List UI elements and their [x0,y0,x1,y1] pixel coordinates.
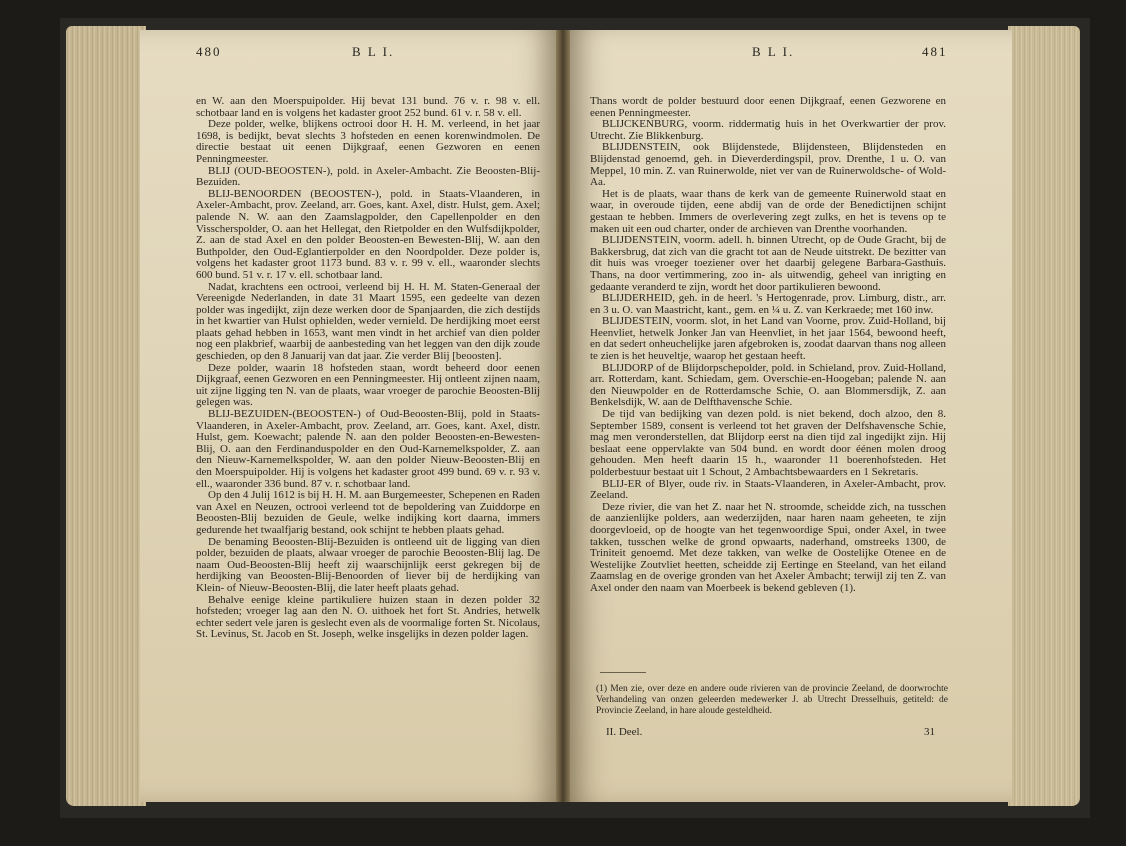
footnote-divider [600,672,646,673]
paragraph: Nadat, krachtens een octrooi, verleend bij H. H. M. Staten-Generaal der Vereenigde Nederlanden, in date 31 Maart 1595, een gedeelte van dezen polder was ingedijkt, zijn deze werken door de Spanjaarden, die zich destijds in het kwartier van Hulst ophielden, weder vernield. De herdijking moet eerst plaats gehad hebben in 1653, want men vindt in het archief van dien polder nog een plakbrief, waarbij de aanbesteding van het leggen van den dijk zoude geschieden, op den 8 Januarij van dat jaar. Zie verder Blij [beoosten]. [196,280,540,363]
paragraph: BLIJDENSTEIN, voorm. adell. h. binnen Utrecht, op de Oude Gracht, bij de Bakkersbrug, dat zich van die gracht tot aan de Neude uitstrekt. De bezitter van dit huis was vroeger toeziener over het daarbij gelegene Barbara-Gasthuis. Thans, na door vertimmering, zoo in- als uitwendig, geheel van inrigting en gedaante veranderd te zijn, wordt het door partikulieren bewoond. [590,234,946,293]
paragraph: Deze polder, waarin 18 hofsteden staan, wordt beheerd door eenen Dijkgraaf, eenen Gezworen en een Penningmeester. Hij ontleent zijnen naam, uit zijne ligging ten N. van de plaats, waar vroeger de parochie Beoosten-Blij gelegen was. [196,361,540,409]
paragraph: Thans wordt de polder bestuurd door eenen Dijkgraaf, eenen Gezworene en eenen Penningmeester. [590,95,946,119]
paragraph: Deze polder, welke, blijkens octrooi door H. H. M. verleend, in het jaar 1698, is bedijkt, bevat slechts 3 hofsteden en eenen korenwindmolen. De directie bestaat uit eenen Dijkgraaf, eenen Gezworen en eenen Penningmeester. [196,118,540,165]
paragraph: De benaming Beoosten-Blij-Bezuiden is ontleend uit de ligging van dien polder, bezuiden de plaats, alwaar vroeger de parochie Beoosten-Blij lag. De naam Oud-Beoosten-Blij heeft zij waarschijnlijk eerst gekregen bij de herdijking van Beoosten-Blij-Benoorden of liever bij de herdijking van Klein- of Nieuw-Beoosten-Blij, die later heeft plaats gehad. [196,535,540,594]
left-page-number: 480 [196,44,222,59]
book-gutter [556,30,570,802]
paragraph: Behalve eenige kleine partikuliere huizen staan in dezen polder 32 hofsteden; vroeger lag aan den N. O. uithoek het fort St. Andries, hetwelk echter sedert vele jaren is geslecht even als de voormalige forten St. Nicolaus, St. Levinus, St. Jacob en St. Joseph, welke insgelijks in dezen polder lagen. [196,593,540,641]
right-page-edges [1008,26,1080,806]
right-text-column [590,96,946,595]
left-running-head: B L I. [352,44,395,59]
paragraph: De tijd van bedijking van dezen pold. is niet bekend, doch alzoo, den 8. September 1589, consent is verleend tot het graven der Delfshavensche Schie, mag men veronderstellen, dat Blijdorp eerst na dien tijd zal ingedijkt zijn. Hij beslaat eene oppervlakte van 504 bund. en wordt door éénen molen droog gehouden. Men heeft daarin 15 h., waaronder 11 boerenhofsteden. Het polderbestuur bestaat uit 1 Schout, 2 Ambachtsbewaarders en 1 Sekretaris. [590,408,946,478]
paragraph: BLIJDESTEIN, voorm. slot, in het Land van Voorne, prov. Zuid-Holland, bij Heenvliet, hetwelk Jonker Jan van Heenvliet, in het jaar 1564, bewoond heeft, en dat sedert onheuchelijke jaren afgebroken is, zoodat daarvan thans nog alleen te zien is het heuveltje, waarop het gestaan heeft. [590,315,946,363]
paragraph: BLIJ-ER of Blyer, oude riv. in Staats-Vlaanderen, in Axeler-Ambacht, prov. Zeeland. [590,477,946,502]
signature-mark: II. Deel. [606,726,643,738]
paragraph: Deze rivier, die van het Z. naar het N. stroomde, scheidde zich, na tusschen de aanzienlijke polders, aan wederzijden, naar haren naam geheeten, te zijn doorgevloeid, op de hoogte van het tegenwoordige Spui, onder Axel, in twee takken, tusschen welke de grond opwaarts, naderhand, omstreeks 1300, de Triniteit genoemd. Met deze takken, van welke de Oostelijke Otenee en de Westelijke Zoutvliet heetten, scheidde zij Eertinge en Steeland, van het eiland Zaamslag en de overige gronden van het Axeler Ambacht; terwijl zij ten Z. van Axel onder den naam van Moerbeek is bekend gebleven (1). [590,500,946,594]
paragraph: BLIJ (OUD-BEOOSTEN-), pold. in Axeler-Ambacht. Zie Beoosten-Blij-Bezuiden. [196,164,540,189]
right-page-number: 481 [922,44,948,59]
paragraph: BLIJDORP of de Blijdorpschepolder, pold. in Schieland, prov. Zuid-Holland, arr. Rotterdam, kant. Schiedam, gem. Overschie-en-Hoogeban; palende N. aan den Nieuwpolder en de Rotterdamsche Schie, O. aan Blommersdijk, Z. aan Benkelsdijk, W. aan de Delfthavensche Schie. [590,361,946,409]
left-text-column [196,96,540,641]
paragraph: BLIJDERHEID, geh. in de heerl. 's Hertogenrade, prov. Limburg, distr., arr. en 3 u. O. van Maastricht, kant., gem. en ¼ u. Z. van Kerkraede; met 160 inw. [590,292,946,316]
paragraph: BLIJ-BENOORDEN (BEOOSTEN-), pold. in Staats-Vlaanderen, in Axeler-Ambacht, prov. Zeeland, arr. Goes, kant. Axel, distr. Hulst, gem. Axel; palende N. W. aan den Zaamslagpolder, den Capellenpolder en den Visscherspolder, O. aan het Hellegat, den Rietpolder en den Wulfsdijkpolder, Z. aan de stad Axel en den polder Beoosten-en Bewesten-Blij, W. aan den Buthpolder, den Oud-Eglantierpolder en den Noordpolder. Deze polder is, volgens het kadaster groot 1173 bund. 83 v. r. 99 v. ell., waaronder slechts 600 bund. 51 v. r. 17 v. ell. schotbaar land. [196,187,540,281]
paragraph: BLIJCKENBURG, voorm. riddermatig huis in het Overkwartier der prov. Utrecht. Zie Blikkenburg. [590,118,946,142]
right-running-head: B L I. [752,44,795,59]
paragraph: BLIJDENSTEIN, ook Blijdenstede, Blijdensteen, Blijdensteden en Blijdenstad genoemd, geh. in Dieverderdingspil, prov. Drenthe, 1 u. O. van Meppel, 10 min. Z. van Ruinerwolde, niet ver van de Ruinerwoldsche- of Wold-Aa. [590,141,946,189]
sheet-number: 31 [924,726,935,738]
paragraph: en W. aan den Moerspuipolder. Hij bevat 131 bund. 76 v. r. 98 v. ell. schotbaar land en is volgens het kadaster groot 252 bund. 61 v. r. 58 v. ell. [196,95,540,119]
paragraph: Het is de plaats, waar thans de kerk van de gemeente Ruinerwold staat en waar, in overoude tijden, eene abdij van de orde der Benedictijnen schijnt gestaan te hebben. Immers de overlevering zegt zulks, en het is tevens op te maken uit een oud charter, onder de archieven van Drenthe voorhanden. [590,187,946,235]
paragraph: BLIJ-BEZUIDEN-(BEOOSTEN-) of Oud-Beoosten-Blij, pold in Staats-Vlaanderen, in Axeler-Ambacht, prov. Zeeland, arr. Goes, kant. Axel, distr. Hulst, gem. Koewacht; palende N. aan den polder Beoosten-en-Bewesten-Blij, O. aan den Ferdinanduspolder en den Oud-Karnemelkspolder, Z. aan den Nieuw-Karnemelkspolder, W. aan den polder Nieuw-Beoosten-Blij en den Moerspuipolder. Hij is volgens het kadaster groot 499 bund. 69 v. r. 93 v. ell., waaronder 336 bund. 87 v. r. schotbaar land. [196,408,540,490]
footnote: (1) Men zie, over deze en andere oude rivieren van de provincie Zeeland, de doorwrochte Verhandeling van onzen geleerden medewerker J. ab Utrecht Dresselhuis, getiteld: de Provincie Zeeland, in hare aloude gesteldheid. [596,684,948,716]
paragraph: Op den 4 Julij 1612 is bij H. H. M. aan Burgemeester, Schepenen en Raden van Axel en Neuzen, octrooi verleend tot de bepoldering van Zuiddorpe en Beoosten-Blij bezuiden de Geule, welke indijking kort daarna, immers gedurende het twaalfjarig bestand, ook schijnt te hebben plaats gehad. [196,489,540,536]
left-page-edges [66,26,146,806]
